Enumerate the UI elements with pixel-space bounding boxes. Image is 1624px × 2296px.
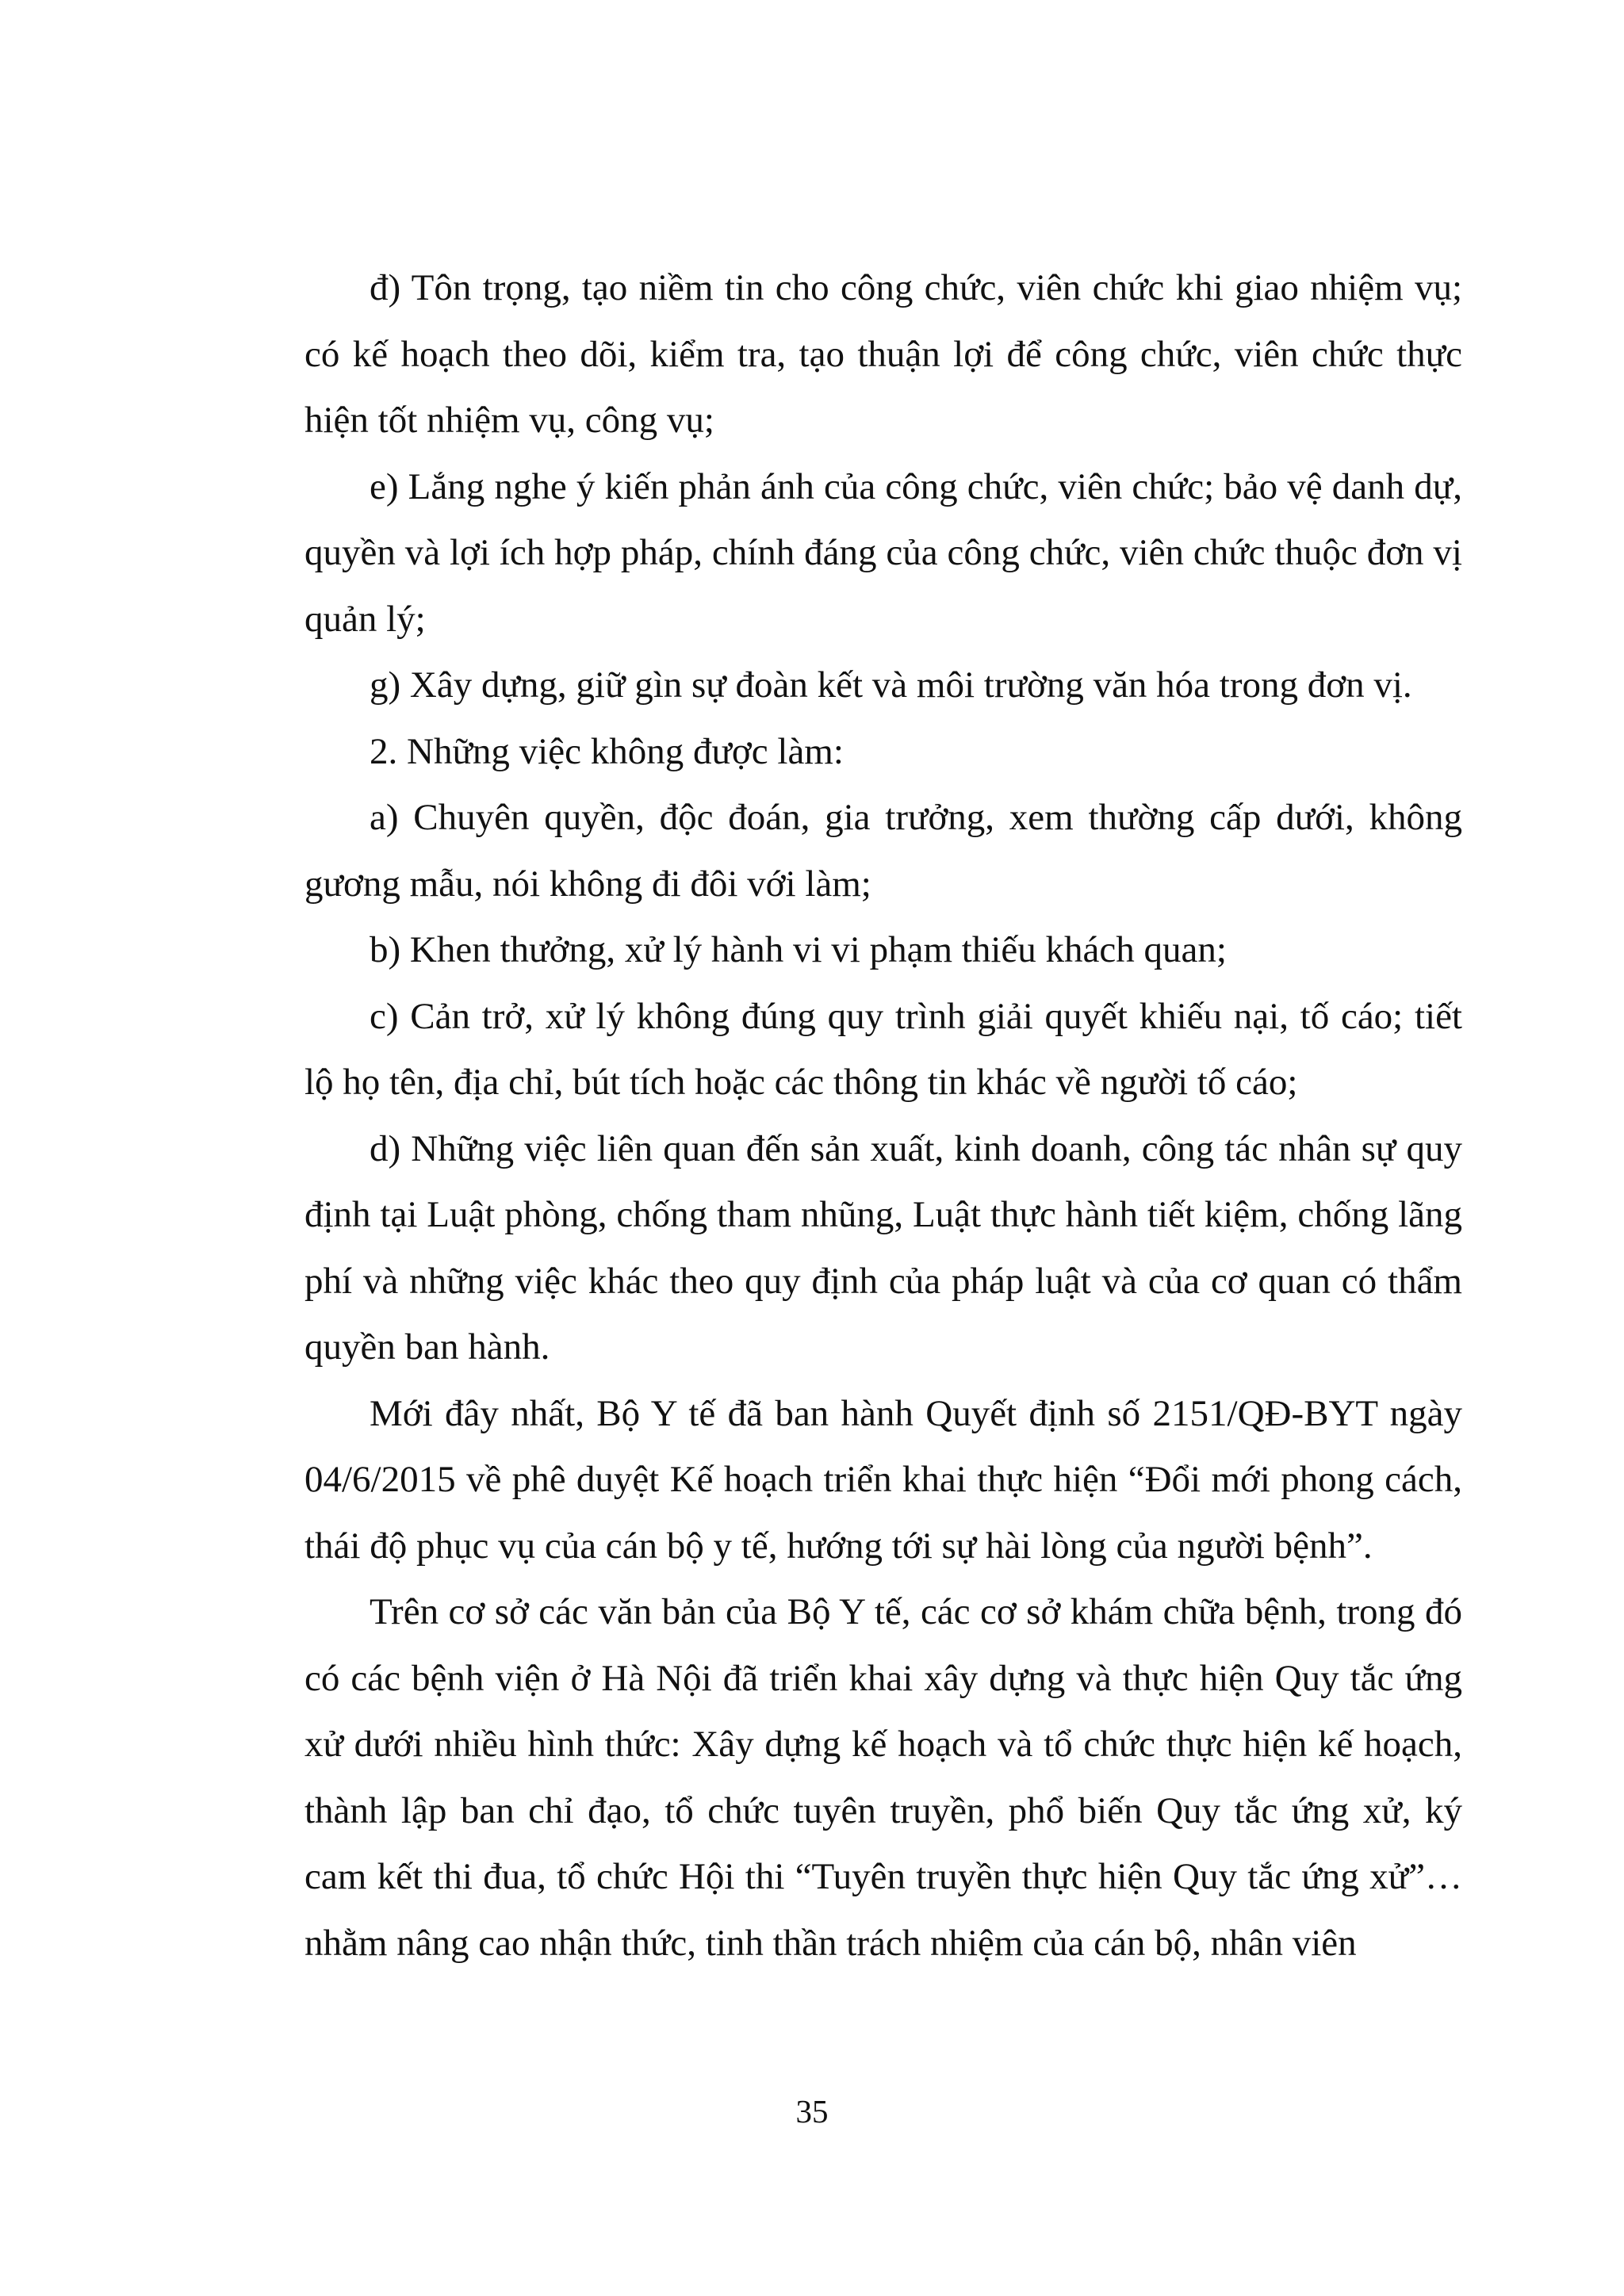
- paragraph-a-autocratic: a) Chuyên quyền, độc đoán, gia trưởng, xem thường cấp dưới, không gương mẫu, nói không đi đôi với làm;: [304, 797, 1462, 905]
- paragraph-prohibited-heading: 2. Những việc không được làm:: [370, 730, 844, 772]
- paragraph-d-business: d) Những việc liên quan đến sản xuất, kinh doanh, công tác nhân sự quy định tại Luật phòng, chống tham nhũng, Luật thực hành tiết kiệm, chống lãng phí và những việc khác theo quy định của pháp luật và của cơ quan có thẩm quyền ban hành.: [304, 1127, 1462, 1368]
- page-number: 35: [795, 2093, 829, 2130]
- paragraph-decision-2151: Mới đây nhất, Bộ Y tế đã ban hành Quyết định số 2151/QĐ-BYT ngày 04/6/2015 về phê duyệt Kế hoạch triển khai thực hiện “Đổi mới phong cách, thái độ phục vụ của cán bộ y tế, hướng tới sự hài lòng của người bệnh”.: [304, 1392, 1462, 1567]
- paragraph-hospital-implementation: Trên cơ sở các văn bản của Bộ Y tế, các cơ sở khám chữa bệnh, trong đó có các bệnh viện ở Hà Nội đã triển khai xây dựng và thực hiện Quy tắc ứng xử dưới nhiều hình thức: Xây dựng kế hoạch và tổ chức thực hiện kế hoạch, thành lập ban chỉ đạo, tổ chức tuyên truyền, phổ biến Quy tắc ứng xử, ký cam kết thi đua, tổ chức Hội thi “Tuyên truyền thực hiện Quy tắc ứng xử”…nhằm nâng cao nhận thức, tinh thần trách nhiệm của cán bộ, nhân viên: [304, 1591, 1462, 1964]
- paragraph-b-reward: b) Khen thưởng, xử lý hành vi vi phạm thiếu khách quan;: [370, 929, 1227, 970]
- paragraph-g-unity: g) Xây dựng, giữ gìn sự đoàn kết và môi trường văn hóa trong đơn vị.: [370, 664, 1412, 706]
- paragraph-c-complaints: c) Cản trở, xử lý không đúng quy trình giải quyết khiếu nại, tố cáo; tiết lộ họ tên, địa chỉ, bút tích hoặc các thông tin khác về người tố cáo;: [304, 995, 1462, 1103]
- paragraph-e-listen: e) Lắng nghe ý kiến phản ánh của công chức, viên chức; bảo vệ danh dự, quyền và lợi ích hợp pháp, chính đáng của công chức, viên chức thuộc đơn vị quản lý;: [304, 465, 1462, 640]
- body-text: [304, 255, 1462, 1976]
- paragraph-d-respect: đ) Tôn trọng, tạo niềm tin cho công chức, viên chức khi giao nhiệm vụ; có kế hoạch theo dõi, kiểm tra, tạo thuận lợi để công chức, viên chức thực hiện tốt nhiệm vụ, công vụ;: [304, 267, 1462, 441]
